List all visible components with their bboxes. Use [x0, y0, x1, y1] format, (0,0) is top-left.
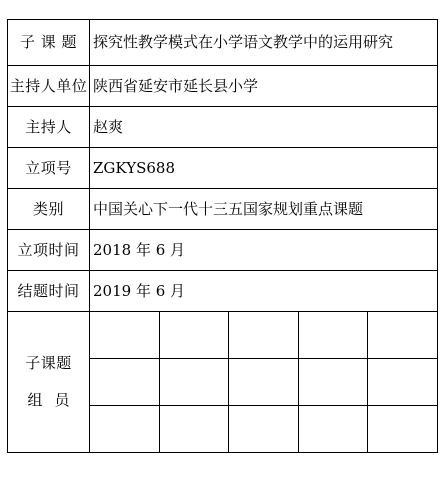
completion-date-label: 结题时间	[8, 271, 90, 312]
host-value: 赵爽	[90, 107, 438, 148]
row-project-number	[8, 148, 438, 189]
member-cell	[160, 406, 229, 453]
host-unit-label: 主持人单位	[8, 66, 90, 107]
row-category	[8, 189, 438, 230]
host-unit-value: 陕西省延安市延长县小学	[90, 66, 438, 107]
completion-date-value: 2019 年 6 月	[90, 271, 438, 312]
project-info-table	[7, 19, 438, 453]
row-host-unit	[8, 66, 438, 107]
subtopic-value: 探究性教学模式在小学语文教学中的运用研究	[90, 20, 438, 66]
member-cell	[229, 312, 299, 359]
host-label: 主持人	[8, 107, 90, 148]
subtopic-label: 子 课 题	[8, 20, 90, 66]
member-cell	[299, 406, 368, 453]
members-label-line1: 子课题	[25, 354, 72, 372]
member-cell	[160, 312, 229, 359]
approval-date-label: 立项时间	[8, 230, 90, 271]
category-label: 类别	[8, 189, 90, 230]
project-number-label: 立项号	[8, 148, 90, 189]
approval-date-value: 2018 年 6 月	[90, 230, 438, 271]
member-cell	[90, 359, 160, 406]
row-host	[8, 107, 438, 148]
member-cell	[229, 359, 299, 406]
row-subtopic	[8, 20, 438, 66]
row-completion-date	[8, 271, 438, 312]
member-cell	[368, 312, 438, 359]
member-cell	[90, 312, 160, 359]
member-cell	[160, 359, 229, 406]
member-cell	[90, 406, 160, 453]
members-label-cell	[8, 312, 90, 453]
member-cell	[299, 359, 368, 406]
member-cell	[299, 312, 368, 359]
member-cell	[229, 406, 299, 453]
row-approval-date	[8, 230, 438, 271]
project-number-value: ZGKYS688	[90, 148, 438, 189]
category-value: 中国关心下一代十三五国家规划重点课题	[90, 189, 438, 230]
members-label-line2: 组员	[27, 391, 82, 409]
member-cell	[368, 406, 438, 453]
member-cell	[368, 359, 438, 406]
member-row-1	[8, 312, 438, 359]
